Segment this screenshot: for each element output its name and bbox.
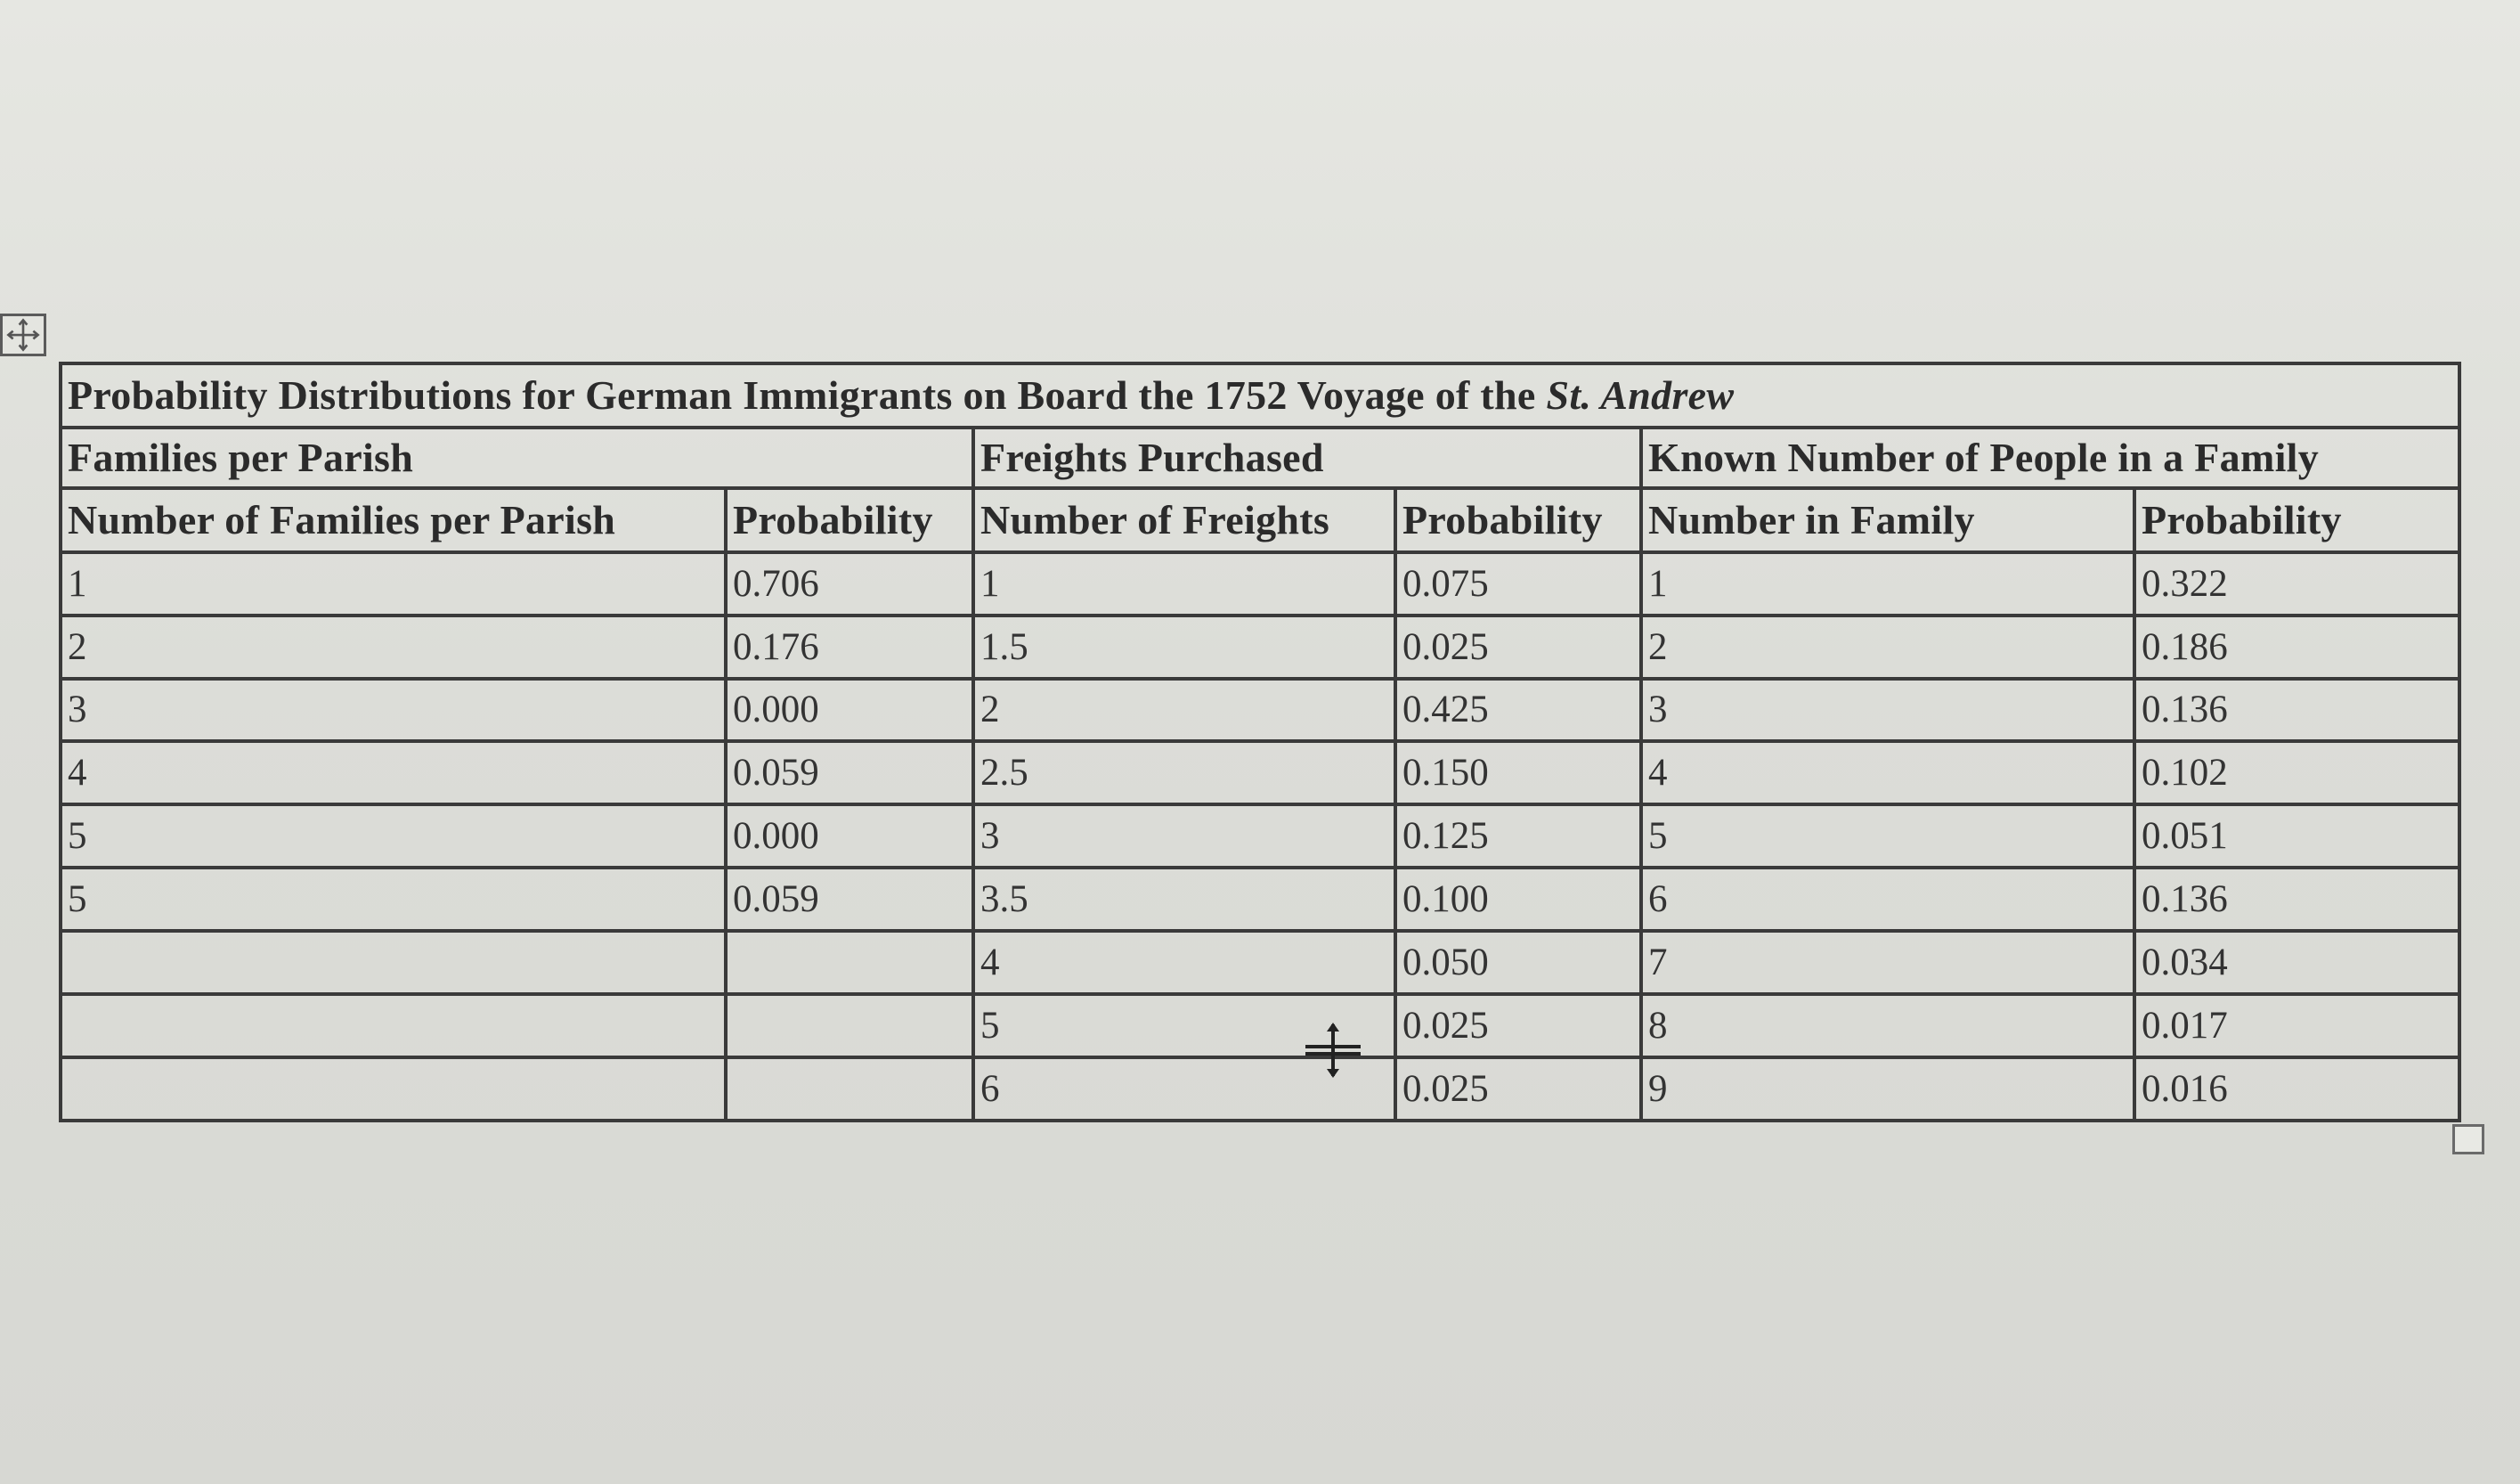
cell-families-probability[interactable] xyxy=(726,931,973,994)
probability-table[interactable] xyxy=(59,362,2461,1122)
cell-people-number[interactable]: 9 xyxy=(1641,1057,2134,1121)
cell-freights-probability[interactable]: 0.025 xyxy=(1395,994,1641,1057)
cell-freights-number[interactable]: 2 xyxy=(973,679,1395,742)
cell-freights-number[interactable]: 3 xyxy=(973,804,1395,868)
cell-families-probability[interactable] xyxy=(726,994,973,1057)
group-people-in-family[interactable]: Known Number of People in a Family xyxy=(1641,428,2459,488)
cell-people-number[interactable]: 4 xyxy=(1641,741,2134,804)
table-row xyxy=(61,679,2459,742)
cell-freights-number[interactable]: 5 xyxy=(973,994,1395,1057)
cell-families-probability[interactable]: 0.000 xyxy=(726,679,973,742)
col-header-freights-probability[interactable]: Probability xyxy=(1395,488,1641,552)
group-families-per-parish[interactable]: Families per Parish xyxy=(61,428,973,488)
cell-freights-probability[interactable]: 0.025 xyxy=(1395,616,1641,679)
cell-families-probability[interactable]: 0.706 xyxy=(726,552,973,616)
table-row xyxy=(61,616,2459,679)
cell-families-number[interactable]: 5 xyxy=(61,868,726,931)
cell-freights-probability[interactable]: 0.150 xyxy=(1395,741,1641,804)
column-header-row xyxy=(61,488,2459,552)
col-header-freights-number[interactable]: Number of Freights xyxy=(973,488,1395,552)
cell-freights-number[interactable]: 4 xyxy=(973,931,1395,994)
table-row xyxy=(61,931,2459,994)
cell-people-number[interactable]: 2 xyxy=(1641,616,2134,679)
cell-people-probability[interactable]: 0.102 xyxy=(2134,741,2459,804)
cell-families-probability[interactable]: 0.176 xyxy=(726,616,973,679)
col-header-people-probability[interactable]: Probability xyxy=(2134,488,2459,552)
table-title-text: Probability Distributions for German Immigrants on Board the 1752 Voyage of the xyxy=(68,371,1547,418)
col-header-families-probability[interactable]: Probability xyxy=(726,488,973,552)
cell-families-probability[interactable] xyxy=(726,1057,973,1121)
table-title[interactable] xyxy=(61,363,2459,428)
col-header-people-number[interactable]: Number in Family xyxy=(1641,488,2134,552)
cell-people-probability[interactable]: 0.322 xyxy=(2134,552,2459,616)
table-title-row xyxy=(61,363,2459,428)
cell-families-number[interactable] xyxy=(61,1057,726,1121)
cell-people-number[interactable]: 8 xyxy=(1641,994,2134,1057)
cell-families-probability[interactable]: 0.000 xyxy=(726,804,973,868)
cell-freights-number[interactable]: 1.5 xyxy=(973,616,1395,679)
cell-families-number[interactable] xyxy=(61,994,726,1057)
cell-freights-number[interactable]: 6 xyxy=(973,1057,1395,1121)
cell-freights-probability[interactable]: 0.125 xyxy=(1395,804,1641,868)
cell-families-number[interactable]: 4 xyxy=(61,741,726,804)
cell-people-number[interactable]: 6 xyxy=(1641,868,2134,931)
cell-people-number[interactable]: 1 xyxy=(1641,552,2134,616)
group-header-row xyxy=(61,428,2459,488)
cell-freights-number[interactable]: 1 xyxy=(973,552,1395,616)
table-row xyxy=(61,741,2459,804)
table-resize-handle-icon[interactable] xyxy=(2452,1124,2484,1154)
cell-freights-probability[interactable]: 0.025 xyxy=(1395,1057,1641,1121)
col-header-families-number[interactable]: Number of Families per Parish xyxy=(61,488,726,552)
table-row xyxy=(61,1057,2459,1121)
cell-people-number[interactable]: 7 xyxy=(1641,931,2134,994)
cell-families-number[interactable]: 1 xyxy=(61,552,726,616)
table-move-handle-icon[interactable] xyxy=(0,314,46,356)
table-row xyxy=(61,804,2459,868)
cell-freights-probability[interactable]: 0.100 xyxy=(1395,868,1641,931)
cell-families-number[interactable]: 3 xyxy=(61,679,726,742)
cell-people-probability[interactable]: 0.017 xyxy=(2134,994,2459,1057)
cell-people-probability[interactable]: 0.051 xyxy=(2134,804,2459,868)
cell-people-probability[interactable]: 0.186 xyxy=(2134,616,2459,679)
cell-freights-probability[interactable]: 0.050 xyxy=(1395,931,1641,994)
cell-freights-number[interactable]: 3.5 xyxy=(973,868,1395,931)
row-resize-cursor-icon xyxy=(1302,1021,1364,1080)
cell-families-probability[interactable]: 0.059 xyxy=(726,868,973,931)
cell-people-probability[interactable]: 0.136 xyxy=(2134,868,2459,931)
cell-freights-number[interactable]: 2.5 xyxy=(973,741,1395,804)
cell-people-probability[interactable]: 0.034 xyxy=(2134,931,2459,994)
table-row xyxy=(61,552,2459,616)
cell-people-probability[interactable]: 0.136 xyxy=(2134,679,2459,742)
cell-families-number[interactable]: 2 xyxy=(61,616,726,679)
table-row xyxy=(61,868,2459,931)
cell-people-probability[interactable]: 0.016 xyxy=(2134,1057,2459,1121)
cell-families-probability[interactable]: 0.059 xyxy=(726,741,973,804)
cell-families-number[interactable] xyxy=(61,931,726,994)
cell-families-number[interactable]: 5 xyxy=(61,804,726,868)
group-freights-purchased[interactable]: Freights Purchased xyxy=(973,428,1641,488)
cell-freights-probability[interactable]: 0.425 xyxy=(1395,679,1641,742)
cell-people-number[interactable]: 5 xyxy=(1641,804,2134,868)
cell-people-number[interactable]: 3 xyxy=(1641,679,2134,742)
ship-name: St. Andrew xyxy=(1546,371,1735,418)
table-row xyxy=(61,994,2459,1057)
cell-freights-probability[interactable]: 0.075 xyxy=(1395,552,1641,616)
